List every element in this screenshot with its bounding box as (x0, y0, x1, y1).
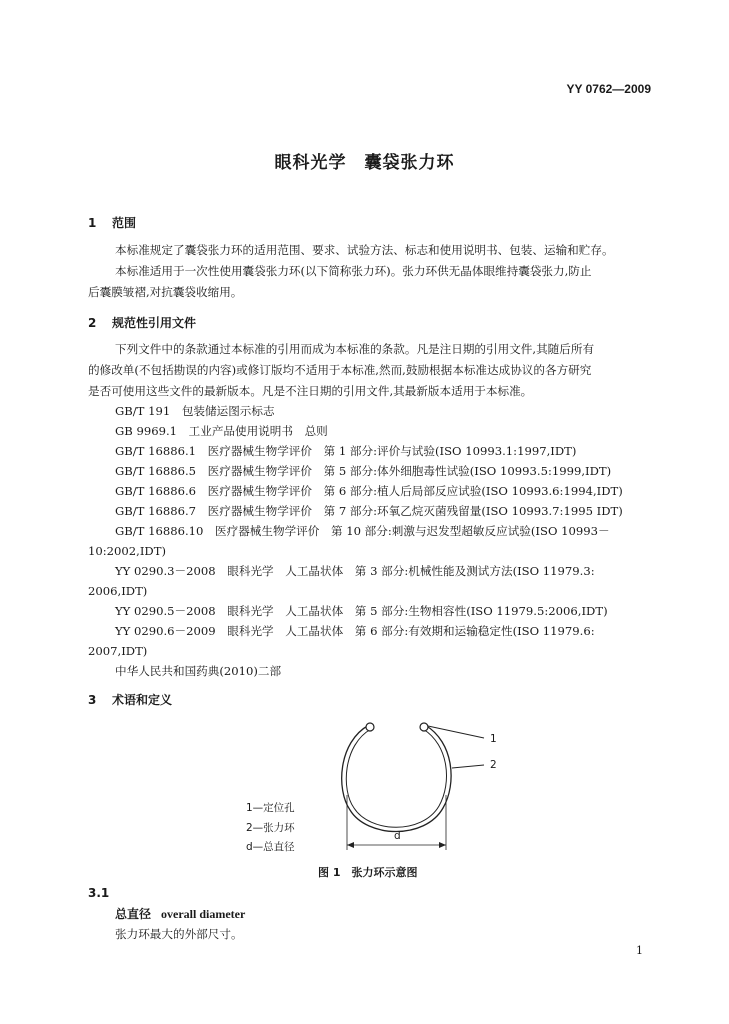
term-chinese: 总直径 (115, 907, 152, 921)
section-3-title: 术语和定义 (112, 693, 173, 707)
leader-line-1 (428, 726, 484, 738)
reference-item: YY 0290.3－2008 眼科光学 人工晶状体 第 3 部分:机械性能及测试方法(ISO 11979.3: (115, 564, 595, 578)
section-1-number: 1 (88, 216, 97, 230)
section-2-line: 是否可使用这些文件的最新版本。凡是不注日期的引用文件,其最新版本适用于本标准。 (88, 384, 533, 398)
tension-ring-outer-edge (342, 725, 451, 832)
figure-legend-item: d—总直径 (246, 841, 295, 853)
reference-item: 中华人民共和国药典(2010)二部 (115, 664, 282, 678)
figure-legend-item: 2—张力环 (246, 822, 295, 834)
reference-item: GB 9969.1 工业产品使用说明书 总则 (115, 424, 328, 438)
reference-item-continuation: 10:2002,IDT) (88, 544, 166, 558)
term-number: 3.1 (88, 886, 110, 900)
section-2-number: 2 (88, 316, 97, 330)
reference-item-continuation: 2006,IDT) (88, 584, 148, 598)
positioning-hole-right (420, 723, 428, 731)
reference-item: GB/T 16886.6 医疗器械生物学评价 第 6 部分:植人后局部反应试验(ISO 10993.6:1994,IDT) (115, 484, 623, 498)
section-1-line: 本标准规定了囊袋张力环的适用范围、要求、试验方法、标志和使用说明书、包装、运输和贮存。 (115, 243, 614, 257)
standard-number: YY 0762—2009 (566, 82, 651, 96)
section-1-title: 范围 (112, 216, 137, 230)
page-number: 1 (636, 944, 643, 957)
positioning-hole-left (366, 723, 374, 731)
section-2-line: 的修改单(不包括勘误的内容)或修订版均不适用于本标准,然而,鼓励根据本标准达成协议的各方研究 (88, 363, 592, 377)
reference-item: GB/T 16886.1 医疗器械生物学评价 第 1 部分:评价与试验(ISO 10993.1:1997,IDT) (115, 444, 577, 458)
callout-2: 2 (490, 759, 497, 771)
section-1-line: 本标准适用于一次性使用囊袋张力环(以下简称张力环)。张力环供无晶体眼维持囊袋张力,防止 (115, 264, 592, 278)
section-2-title: 规范性引用文件 (112, 316, 197, 330)
reference-item: GB/T 16886.7 医疗器械生物学评价 第 7 部分:环氧乙烷灭菌残留量(ISO 10993.7:1995 IDT) (115, 504, 623, 518)
dimension-arrow-left (347, 842, 354, 848)
reference-item: YY 0290.5－2008 眼科光学 人工晶状体 第 5 部分:生物相容性(ISO 11979.5:2006,IDT) (115, 604, 608, 618)
term-heading (115, 905, 245, 922)
callout-1: 1 (490, 733, 497, 745)
reference-item-continuation: 2007,IDT) (88, 644, 148, 658)
figure-caption: 图 1 张力环示意图 (318, 866, 418, 879)
reference-item: GB/T 16886.5 医疗器械生物学评价 第 5 部分:体外细胞毒性试验(ISO 10993.5:1999,IDT) (115, 464, 612, 478)
section-1-line: 后囊膜皱褶,对抗囊袋收缩用。 (88, 285, 243, 299)
reference-item: YY 0290.6－2009 眼科光学 人工晶状体 第 6 部分:有效期和运输稳定性(ISO 11979.6: (115, 624, 595, 638)
reference-item: GB/T 191 包装储运图示标志 (115, 404, 275, 418)
tension-ring-inner-edge (346, 729, 446, 827)
document-title: 眼科光学 囊袋张力环 (274, 153, 455, 173)
section-3-number: 3 (88, 693, 97, 707)
dimension-arrow-right (439, 842, 446, 848)
dimension-label-d: d (394, 830, 401, 842)
section-2-line: 下列文件中的条款通过本标准的引用而成为本标准的条款。凡是注日期的引用文件,其随后所有 (115, 342, 595, 356)
reference-item: GB/T 16886.10 医疗器械生物学评价 第 10 部分:刺激与迟发型超敏反应试验(ISO 10993－ (115, 524, 610, 538)
leader-line-2 (452, 765, 484, 768)
figure-legend-item: 1—定位孔 (246, 802, 295, 814)
term-english: overall diameter (161, 907, 246, 921)
term-definition: 张力环最大的外部尺寸。 (115, 927, 243, 941)
